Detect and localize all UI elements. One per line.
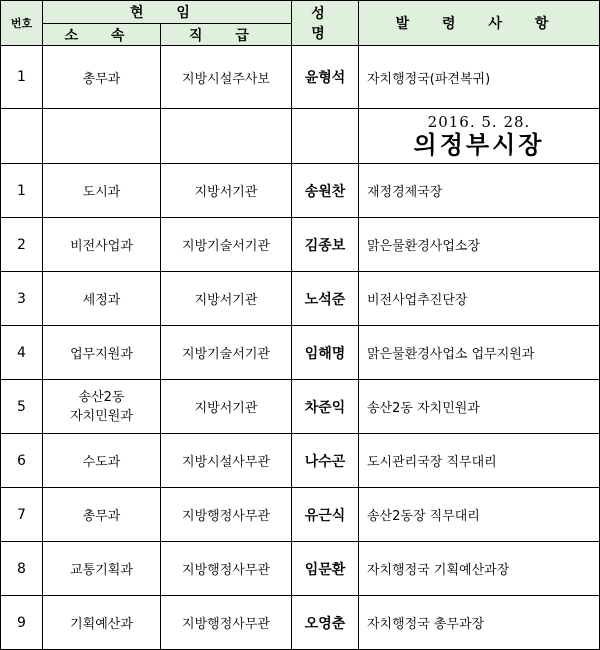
row-number: 6 [1, 434, 43, 488]
row-name: 임해명 [292, 326, 359, 380]
row-number: 5 [1, 380, 43, 434]
header-current: 현 임 [43, 1, 292, 24]
row-action: 자치행정국 총무과장 [359, 596, 600, 650]
row-number: 4 [1, 326, 43, 380]
row-department-line2: 자치민원과 [70, 408, 133, 424]
row-number: 7 [1, 488, 43, 542]
table-row [1, 596, 600, 650]
row-name: 윤형석 [292, 46, 359, 109]
row-department: 업무지원과 [43, 326, 161, 380]
table-row [1, 380, 600, 434]
row-department [43, 380, 161, 434]
table-row [1, 164, 600, 218]
row-rank: 지방행정사무관 [161, 488, 292, 542]
notice-issuer: 의정부시장 [413, 129, 545, 159]
row-name: 노석준 [292, 272, 359, 326]
header-name: 성 명 [292, 1, 359, 46]
row-action: 도시관리국장 직무대리 [359, 434, 600, 488]
row-action: 송산2동 자치민원과 [359, 380, 600, 434]
row-action: 송산2동장 직무대리 [359, 488, 600, 542]
row-rank: 지방행정사무관 [161, 542, 292, 596]
row-number: 9 [1, 596, 43, 650]
row-action: 자치행정국(파견복귀) [359, 46, 600, 109]
notice-cell [359, 109, 600, 164]
row-department: 세정과 [43, 272, 161, 326]
row-number: 8 [1, 542, 43, 596]
table-row [1, 542, 600, 596]
row-rank: 지방기술서기관 [161, 326, 292, 380]
row-rank: 지방시설사무관 [161, 434, 292, 488]
table-row [1, 434, 600, 488]
row-department: 총무과 [43, 488, 161, 542]
header-action: 발 령 사 항 [359, 1, 600, 46]
row-action: 비전사업추진단장 [359, 272, 600, 326]
row-action: 재정경제국장 [359, 164, 600, 218]
row-number: 3 [1, 272, 43, 326]
row-rank: 지방서기관 [161, 380, 292, 434]
row-rank: 지방서기관 [161, 272, 292, 326]
header-affiliation: 소 속 [43, 24, 161, 46]
row-name: 김종보 [292, 218, 359, 272]
row-name: 송원찬 [292, 164, 359, 218]
row-name: 오영춘 [292, 596, 359, 650]
row-action: 맑은물환경사업소 업무지원과 [359, 326, 600, 380]
row-rank: 지방시설주사보 [161, 46, 292, 109]
row-number: 1 [1, 46, 43, 109]
row-name: 임문환 [292, 542, 359, 596]
notice-row [1, 109, 600, 164]
row-number: 1 [1, 164, 43, 218]
notice-date: 2016. 5. 28. [427, 112, 531, 131]
row-department: 교통기획과 [43, 542, 161, 596]
row-department: 기획예산과 [43, 596, 161, 650]
table-row [1, 46, 600, 109]
row-rank: 지방서기관 [161, 164, 292, 218]
row-department: 수도과 [43, 434, 161, 488]
row-name: 유근식 [292, 488, 359, 542]
row-action: 맑은물환경사업소장 [359, 218, 600, 272]
row-department: 총무과 [43, 46, 161, 109]
table-row [1, 326, 600, 380]
row-rank: 지방행정사무관 [161, 596, 292, 650]
row-rank: 지방기술서기관 [161, 218, 292, 272]
table-row [1, 272, 600, 326]
header-number: 번호 [1, 1, 43, 46]
row-number: 2 [1, 218, 43, 272]
table-row [1, 488, 600, 542]
row-department-line1: 송산2동 [78, 389, 125, 405]
row-action: 자치행정국 기획예산과장 [359, 542, 600, 596]
row-name: 나수곤 [292, 434, 359, 488]
row-department: 도시과 [43, 164, 161, 218]
row-name: 차준익 [292, 380, 359, 434]
row-department: 비전사업과 [43, 218, 161, 272]
table-row [1, 218, 600, 272]
header-rank: 직 급 [161, 24, 292, 46]
